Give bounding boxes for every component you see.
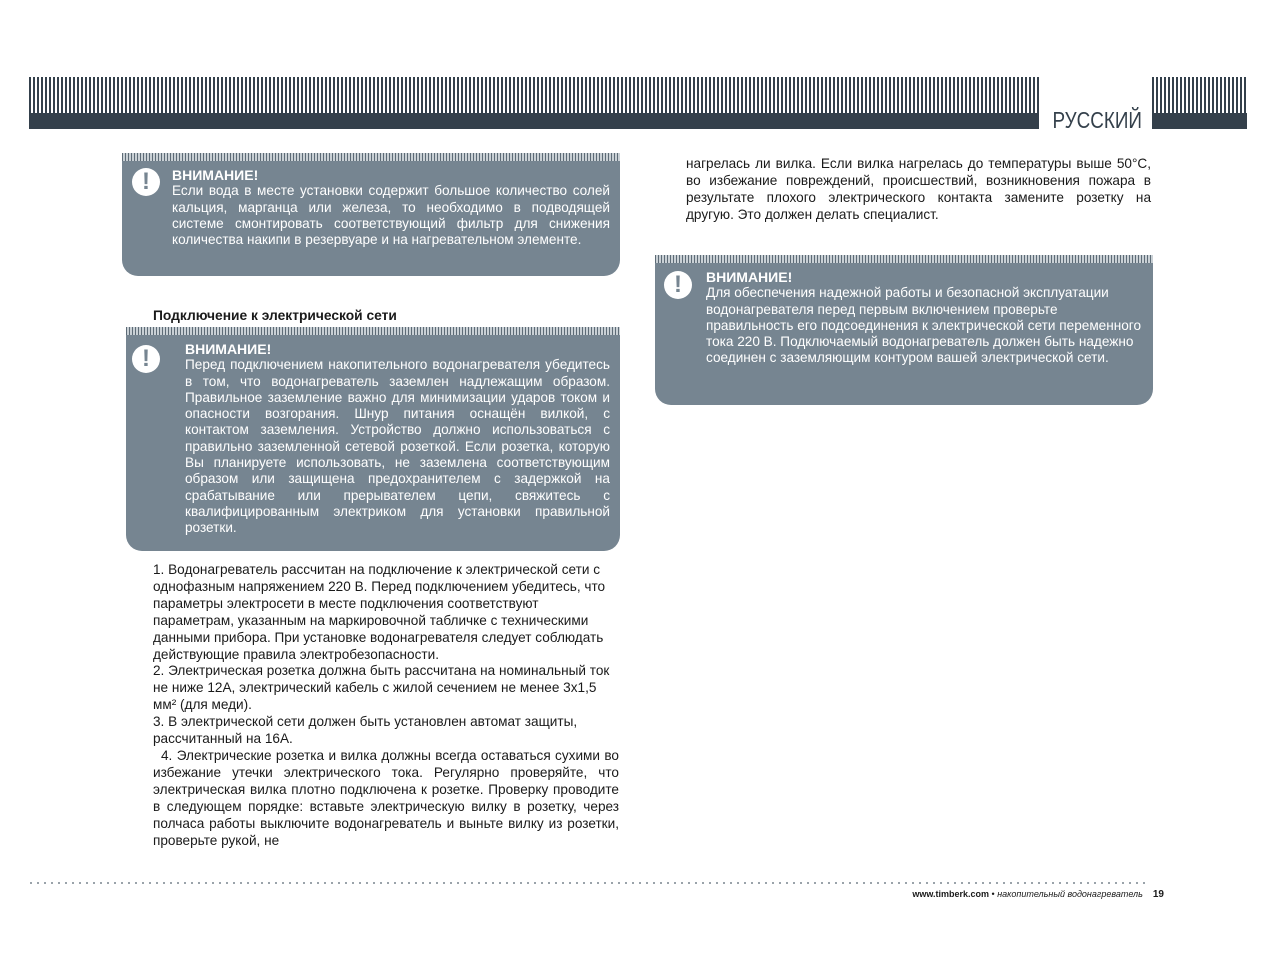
language-label: РУССКИЙ <box>1052 107 1142 133</box>
instruction-list <box>153 562 619 849</box>
footer-dotted-divider <box>30 882 1150 884</box>
exclamation-icon <box>132 345 160 373</box>
warning-text: Если вода в месте установки содержит большое количество солей кальция, марганца или железа, то необходимо в подводящей системе смонтировать соответствующий фильтр для снижения количества накипи в резервуаре и на нагревательном элементе. <box>172 183 610 248</box>
warning-content <box>172 167 610 248</box>
warning-title: ВНИМАНИЕ! <box>706 269 793 285</box>
footer-website: www.timberk.com <box>912 889 990 899</box>
warning-text: Перед подключением накопительного водонагревателя убедитесь в том, что водонагреватель заземлен надлежащим образом. Правильное заземление важно для минимизации ударов током и опасности возгорания. Шнур питания оснащён вилкой, с контактом заземления. Устройство должно использоваться с правильно заземленной сетевой розеткой. Если розетка, которую Вы планируете использовать, не заземлена соответствующим образом или защищена предохранителем с задержкой на срабатывание или прерывателем цепи, свяжитесь с квалифицированным электриком для установки правильной розетки. <box>185 357 610 536</box>
instruction-continuation: нагрелась ли вилка. Если вилка нагрелась до температуры выше 50°С, во избежание повреждений, происшествий, возникновения пожара в результате плохого электрического контакта замените розетку на другую. Это должен делать специалист. <box>686 156 1151 222</box>
warning-box-grounding <box>126 327 620 551</box>
warning-content <box>185 341 610 537</box>
warning-text: Для обеспечения надежной работы и безопасной эксплуатации водонагревателя перед первым включением проверьте правильность его подсоединения к электрической сети переменного тока 220 В. Подключаемый водонагреватель должен быть надежно соединен с заземляющим контуром вашей электрической сети. <box>706 285 1142 366</box>
page-footer <box>912 889 1164 900</box>
warning-box-water-filter <box>122 153 620 276</box>
instruction-item-1: 1. Водонагреватель рассчитан на подключение к электрической сети с однофазным напряжением 220 В. Перед подключением убедитесь, что параметры электросети в месте подключения соответствуют параметрам, указанным на маркировочной табличке с техническими данными прибора. При установке водонагревателя следует соблюдать действующие правила электробезопасности. <box>153 562 606 662</box>
instruction-item-4: 4. Электрические розетка и вилка должны всегда оставаться сухими во избежание утечки электрического тока. Регулярно проверяйте, что электрическая вилка плотно подключена к розетке. Проверку проводите в следующем порядке: вставьте электрическую вилку в розетку, через полчаса работы выключите водонагреватель и выньте вилку из розетки, проверьте рукой, не <box>153 747 619 848</box>
exclamation-icon <box>664 271 692 299</box>
warning-title: ВНИМАНИЕ! <box>185 341 272 357</box>
footer-product-name: накопительный водонагреватель <box>997 889 1143 899</box>
header-stripe-bar-left <box>29 77 1039 129</box>
footer-separator: • <box>989 889 998 899</box>
warning-content <box>706 269 1146 367</box>
exclamation-icon <box>132 168 160 196</box>
instruction-item-2: 2. Электрическая розетка должна быть рассчитана на номинальный ток не ниже 12А, электрический кабель с жилой сечением не менее 3х1,5 мм² (для меди). <box>153 663 610 713</box>
page-number: 19 <box>1152 889 1164 900</box>
warning-box-first-start <box>655 255 1153 405</box>
instruction-item-3: 3. В электрической сети должен быть установлен автомат защиты, рассчитанный на 16А. <box>153 714 578 747</box>
header-stripe-bar-right <box>1152 77 1247 129</box>
warning-title: ВНИМАНИЕ! <box>172 167 259 183</box>
section-title: Подключение к электрической сети <box>153 308 397 323</box>
